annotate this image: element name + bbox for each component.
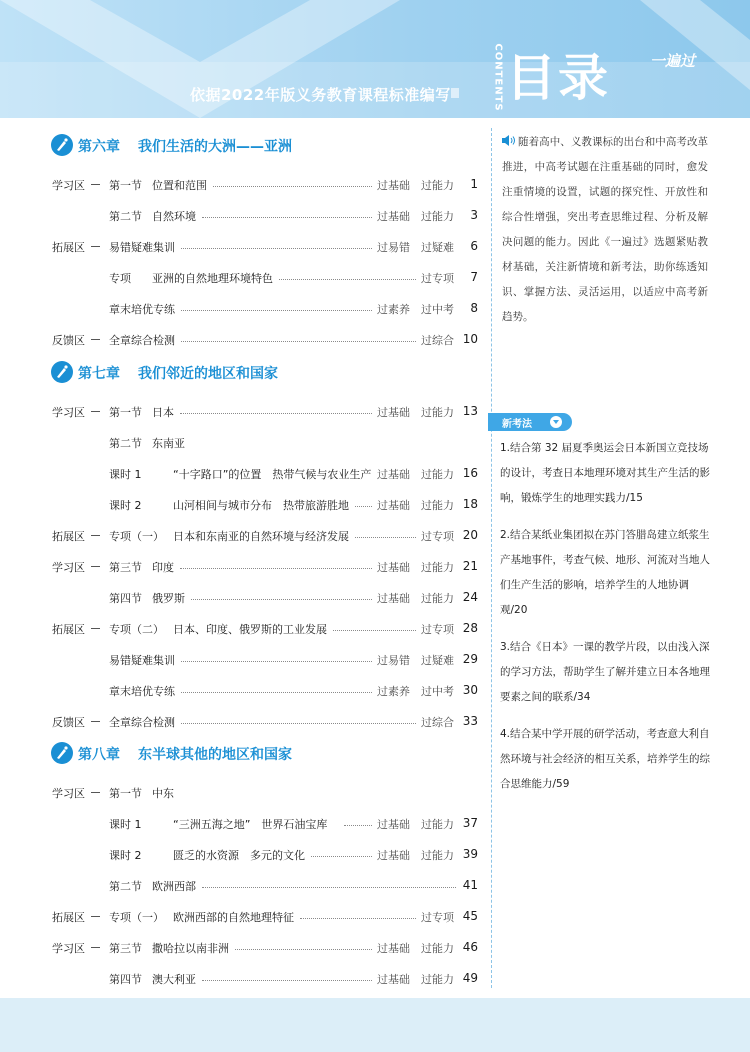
entry-title: 印度 [152, 561, 174, 574]
zone-label: 拓展区 [52, 241, 85, 254]
dot-leader [202, 887, 456, 888]
chapter-title: 我们邻近的地区和国家 [138, 366, 278, 382]
page-number: 20 [462, 528, 478, 542]
page-number: 28 [462, 621, 478, 635]
pen-icon [50, 741, 74, 765]
page-number: 39 [462, 847, 478, 861]
practice-tag-2: 过能力 [421, 973, 454, 986]
practice-tag-2: 过能力 [421, 849, 454, 862]
entry-title: 日本、印度、俄罗斯的工业发展 [173, 623, 327, 636]
toc-entry[interactable] [0, 299, 492, 319]
dot-leader [355, 537, 416, 538]
page-number: 46 [462, 940, 478, 954]
dot-leader [181, 692, 372, 693]
entry-title: 澳大利亚 [152, 973, 196, 986]
practice-tag-1: 过基础 [377, 561, 410, 574]
entry-title: 自然环境 [152, 210, 196, 223]
toc-entry[interactable] [0, 712, 492, 732]
toc-entry[interactable] [0, 206, 492, 226]
zone-label: 学习区 [52, 561, 85, 574]
page-number: 41 [462, 878, 478, 892]
page-number: 16 [462, 466, 478, 480]
section-label: 专项（一） [109, 911, 164, 924]
entry-title: “十字路口”的位置 热带气候与农业生产 [173, 468, 372, 481]
zone-connector [91, 246, 100, 247]
section-label: 第二节 [109, 880, 142, 893]
dot-leader [300, 918, 416, 919]
chevron-down-icon [550, 416, 562, 428]
practice-tag-2: 过综合 [421, 716, 454, 729]
section-label: 专项（二） [109, 623, 164, 636]
toc-entry[interactable] [0, 495, 492, 515]
practice-tag-2: 过能力 [421, 406, 454, 419]
page-number: 3 [470, 208, 478, 222]
practice-tag-1: 过基础 [377, 210, 410, 223]
section-label: 专项（一） [109, 530, 164, 543]
chapter-number: 第七章 [78, 366, 120, 382]
section-label: 第四节 [109, 592, 142, 605]
section-label: 第一节 [109, 406, 142, 419]
entry-title: 匮乏的水资源 多元的文化 [173, 849, 305, 862]
zone-label: 反馈区 [52, 716, 85, 729]
entry-title: 俄罗斯 [152, 592, 185, 605]
practice-tag-1: 过基础 [377, 942, 410, 955]
page-footer-band [0, 998, 750, 1052]
entry-title: 易错疑难集训 [109, 654, 175, 667]
entry-title: 东南亚 [152, 437, 185, 450]
toc-entry[interactable] [0, 907, 492, 927]
practice-tag-2: 过综合 [421, 334, 454, 347]
section-label: 课时 1 [109, 468, 142, 481]
contents-label-box [486, 43, 504, 112]
entry-title: 位置和范围 [152, 179, 207, 192]
section-label: 课时 1 [109, 818, 142, 831]
practice-tag-2: 过能力 [421, 499, 454, 512]
toc-entry[interactable] [0, 433, 492, 453]
section-label: 第三节 [109, 942, 142, 955]
entry-title: 撒哈拉以南非洲 [152, 942, 229, 955]
zone-label: 学习区 [52, 942, 85, 955]
entry-title: “三洲五海之地” 世界石油宝库 [173, 818, 328, 831]
page-number: 24 [462, 590, 478, 604]
dot-leader [279, 279, 416, 280]
dot-leader [181, 248, 372, 249]
toc-entry[interactable] [0, 237, 492, 257]
practice-tag-2: 过能力 [421, 561, 454, 574]
dot-leader [355, 506, 372, 507]
dot-leader [180, 413, 372, 414]
entry-title: 日本和东南亚的自然环境与经济发展 [173, 530, 349, 543]
practice-tag-1: 过素养 [377, 685, 410, 698]
page-number: 7 [470, 270, 478, 284]
dot-leader [181, 723, 416, 724]
list-item: 1.结合第 32 届夏季奥运会日本新国立竞技场的设计，考查日本地理环境对其生产生活的影响，锻炼学生的地理实践力/15 [500, 442, 710, 504]
zone-connector [91, 947, 100, 948]
new-methods-tag [488, 413, 572, 431]
practice-tag-2: 过能力 [421, 210, 454, 223]
entry-title: 章末培优专练 [109, 685, 175, 698]
page-number: 8 [470, 301, 478, 315]
practice-tag-1: 过基础 [377, 973, 410, 986]
page-number: 37 [462, 816, 478, 830]
practice-tag-1: 过基础 [377, 818, 410, 831]
section-label: 课时 2 [109, 499, 142, 512]
entry-title: 欧洲西部的自然地理特征 [173, 911, 294, 924]
dot-leader [181, 310, 372, 311]
entry-title: 亚洲的自然地理环境特色 [152, 272, 273, 285]
intro-text-box [502, 130, 708, 330]
page-number: 10 [462, 332, 478, 346]
chapter-number: 第六章 [78, 139, 120, 155]
brand-logo: 一遍过 [650, 52, 696, 70]
dot-leader [180, 568, 372, 569]
dot-leader [202, 217, 372, 218]
toc-entry[interactable] [0, 650, 492, 670]
page-header [0, 0, 750, 118]
zone-connector [91, 339, 100, 340]
toc-entry[interactable] [0, 783, 492, 803]
practice-tag-1: 过易错 [377, 241, 410, 254]
dot-leader [344, 825, 372, 826]
entry-title: 章末培优专练 [109, 303, 175, 316]
toc-entry[interactable] [0, 526, 492, 546]
zone-label: 学习区 [52, 406, 85, 419]
page-number: 33 [462, 714, 478, 728]
practice-tag-2: 过疑难 [421, 654, 454, 667]
chapter-number: 第八章 [78, 747, 120, 763]
practice-tag-1: 过易错 [377, 654, 410, 667]
toc-entry[interactable] [0, 268, 492, 288]
entry-title: 山河相间与城市分布 热带旅游胜地 [173, 499, 349, 512]
subtitle-mark [451, 88, 459, 98]
practice-tag-1: 过基础 [377, 499, 410, 512]
zone-connector [91, 916, 100, 917]
dot-leader [202, 980, 372, 981]
zone-connector [91, 628, 100, 629]
page-number: 45 [462, 909, 478, 923]
zone-connector [91, 721, 100, 722]
dot-leader [181, 341, 416, 342]
toc-entry[interactable] [0, 588, 492, 608]
practice-tag-1: 过素养 [377, 303, 410, 316]
list-item: 3.结合《日本》一课的教学片段，以由浅入深的学习方法，帮助学生了解并建立日本各地理要素之间的联系/34 [500, 641, 710, 703]
practice-tag-2: 过疑难 [421, 241, 454, 254]
entry-title: 欧洲西部 [152, 880, 196, 893]
section-label: 专项 [109, 272, 131, 285]
section-label: 课时 2 [109, 849, 142, 862]
zone-label: 拓展区 [52, 530, 85, 543]
zone-connector [91, 566, 100, 567]
dot-leader [191, 599, 372, 600]
toc-entry[interactable] [0, 175, 492, 195]
entry-title: 易错疑难集训 [109, 241, 175, 254]
section-label: 第二节 [109, 210, 142, 223]
dot-leader [213, 186, 372, 187]
header-subtitle: 依据2022年版义务教育课程标准编写 [190, 86, 451, 104]
practice-tag-2: 过能力 [421, 592, 454, 605]
new-methods-list [500, 436, 716, 809]
section-label: 第一节 [109, 787, 142, 800]
dot-leader [181, 661, 372, 662]
practice-tag-1: 过基础 [377, 592, 410, 605]
practice-tag-2: 过专项 [421, 272, 454, 285]
zone-label: 学习区 [52, 787, 85, 800]
list-item: 2.结合某纸业集团拟在苏门答腊岛建立纸浆生产基地事件，考查气候、地形、河流对当地人们生产生活的影响，培养学生的人地协调观/20 [500, 529, 710, 616]
zone-connector [91, 184, 100, 185]
dot-leader [235, 949, 372, 950]
toc-entry[interactable] [0, 330, 492, 350]
chapter-title: 东半球其他的地区和国家 [138, 747, 292, 763]
section-label: 第三节 [109, 561, 142, 574]
practice-tag-2: 过能力 [421, 179, 454, 192]
practice-tag-2: 过能力 [421, 468, 454, 481]
page-number: 6 [470, 239, 478, 253]
page-number: 49 [462, 971, 478, 985]
practice-tag-2: 过中考 [421, 685, 454, 698]
toc-entry[interactable] [0, 619, 492, 639]
toc-entry[interactable] [0, 681, 492, 701]
toc-entry[interactable] [0, 876, 492, 896]
dot-leader [333, 630, 416, 631]
zone-label: 反馈区 [52, 334, 85, 347]
toc-entry[interactable] [0, 464, 492, 484]
toc-entry[interactable] [0, 814, 492, 834]
dot-leader [311, 856, 372, 857]
practice-tag-2: 过能力 [421, 942, 454, 955]
toc-entry[interactable] [0, 938, 492, 958]
section-label: 第四节 [109, 973, 142, 986]
entry-title: 中东 [152, 787, 174, 800]
pen-icon [50, 133, 74, 157]
practice-tag-2: 过专项 [421, 623, 454, 636]
entry-title: 全章综合检测 [109, 334, 175, 347]
page-number: 21 [462, 559, 478, 573]
page-number: 30 [462, 683, 478, 697]
speaker-icon [502, 135, 516, 146]
page-number: 1 [470, 177, 478, 191]
entry-title: 全章综合检测 [109, 716, 175, 729]
zone-connector [91, 535, 100, 536]
zone-label: 拓展区 [52, 911, 85, 924]
practice-tag-2: 过能力 [421, 818, 454, 831]
section-label: 第一节 [109, 179, 142, 192]
toc-entry[interactable] [0, 557, 492, 577]
zone-connector [91, 411, 100, 412]
toc-entry[interactable] [0, 969, 492, 989]
entry-title: 日本 [152, 406, 174, 419]
zone-label: 学习区 [52, 179, 85, 192]
zone-connector [91, 792, 100, 793]
page-title: 目录 [506, 49, 610, 107]
practice-tag-1: 过基础 [377, 849, 410, 862]
practice-tag-2: 过专项 [421, 530, 454, 543]
list-item: 4.结合某中学开展的研学活动，考查意大利自然环境与社会经济的相互关系，培养学生的综合思维能力/59 [500, 728, 710, 790]
practice-tag-2: 过专项 [421, 911, 454, 924]
practice-tag-1: 过基础 [377, 179, 410, 192]
page-number: 29 [462, 652, 478, 666]
practice-tag-2: 过中考 [421, 303, 454, 316]
practice-tag-1: 过基础 [377, 406, 410, 419]
practice-tag-1: 过基础 [377, 468, 410, 481]
toc-entry[interactable] [0, 402, 492, 422]
intro-text: 随着高中、义教课标的出台和中高考改革推进，中高考试题在注重基础的同时，愈发注重情境的设置，试题的探究性、开放性和综合性增强，突出考查思维过程、分析及解决问题的能力。因此《一遍过》选题紧贴教材基础，关注新情境和新考法，助你练透知识、掌握方法、灵活运用，以适应中高考新趋势。 [502, 136, 708, 323]
chapter-title: 我们生活的大洲——亚洲 [138, 139, 292, 155]
toc-entry[interactable] [0, 845, 492, 865]
zone-label: 拓展区 [52, 623, 85, 636]
page-number: 18 [462, 497, 478, 511]
page-number: 13 [462, 404, 478, 418]
tag-label: 新考法 [502, 419, 532, 430]
pen-icon [50, 360, 74, 384]
section-label: 第二节 [109, 437, 142, 450]
contents-label: CONTENTS [492, 43, 504, 112]
